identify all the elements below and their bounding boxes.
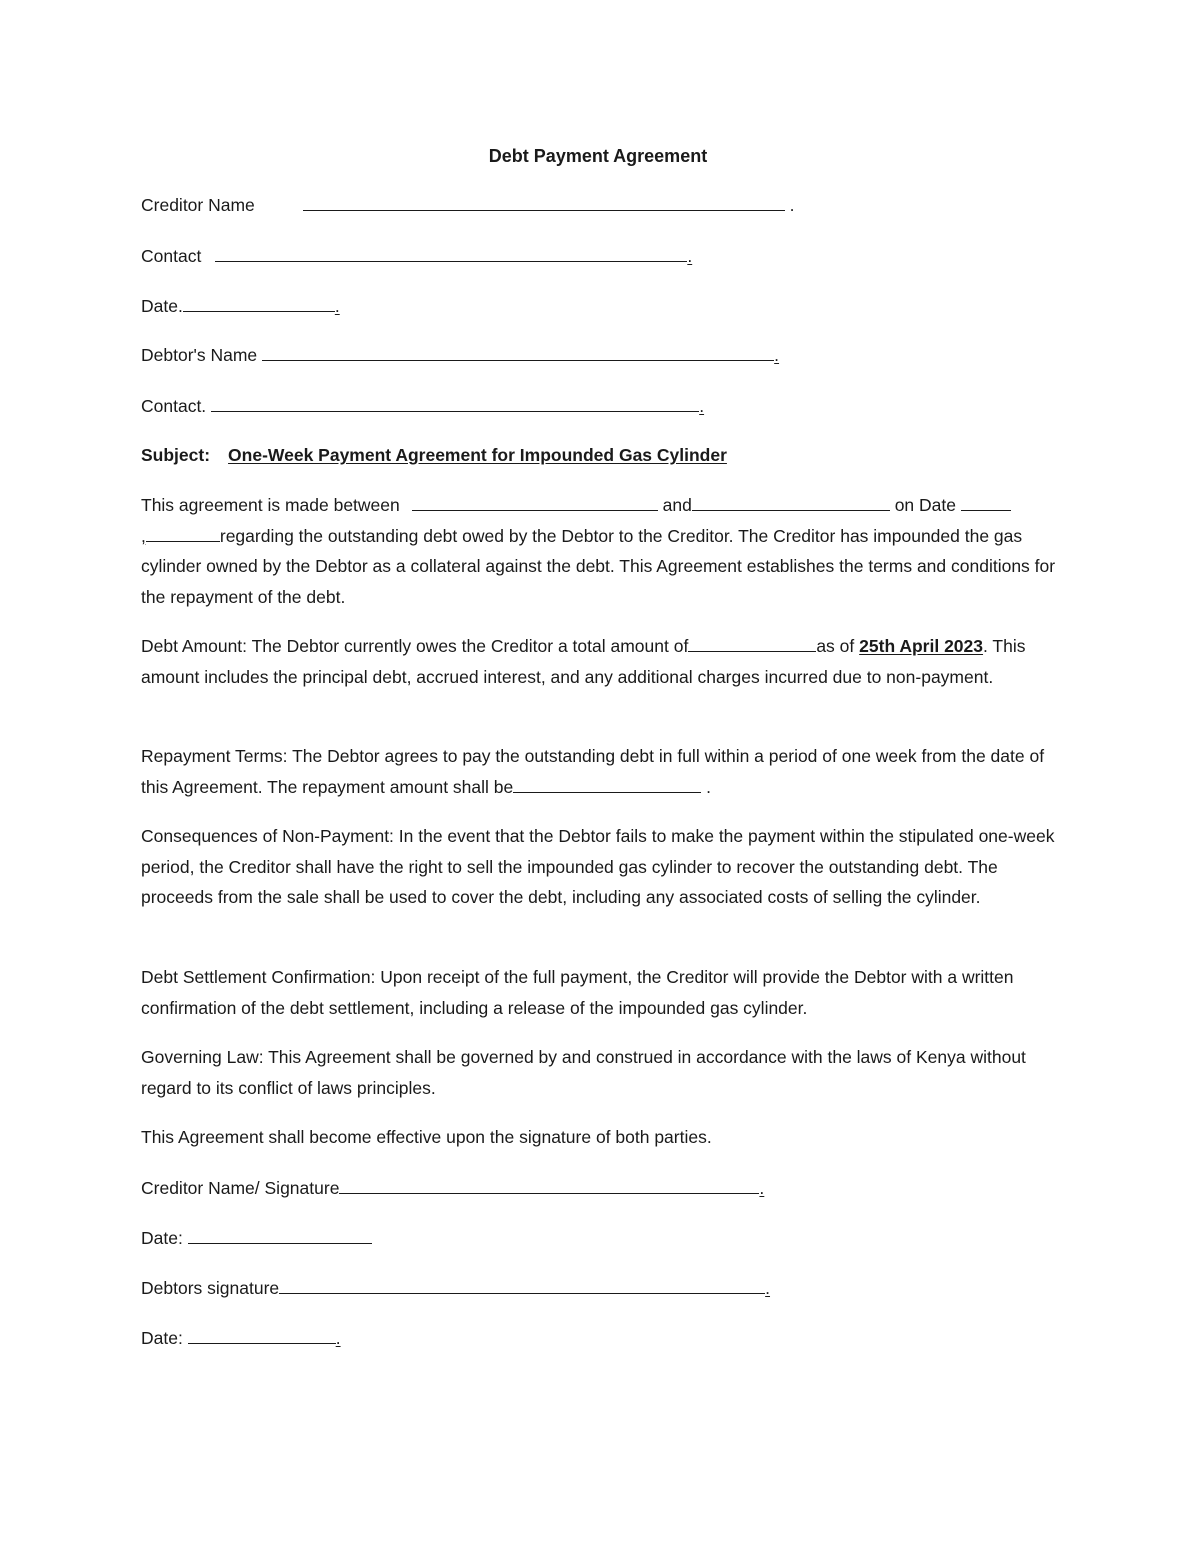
debtor-signature-blank[interactable] [279, 1276, 765, 1294]
contact-label-1: Contact [141, 246, 202, 266]
date-blank-1[interactable] [183, 294, 335, 312]
period: . [334, 296, 340, 316]
consequences-paragraph: Consequences of Non-Payment: In the event that the Debtor fails to make the payment within the stipulated one-week period, the Creditor shall have the right to sell the impounded gas cylinder to recover the outstanding debt. The proceeds from the sale shall be used to cover the debt, including any associated costs of selling the cylinder. [141, 826, 1055, 907]
debtor-signature-label: Debtors signature [141, 1278, 280, 1298]
document-title: Debt Payment Agreement [488, 146, 708, 166]
subject-row [141, 443, 727, 467]
contact-row-1 [141, 244, 692, 268]
period: . [774, 345, 780, 365]
debtors-name-blank[interactable] [262, 343, 774, 361]
subject-text: One-Week Payment Agreement for Impounded Gas Cylinder [228, 445, 727, 465]
date-label-2: Date: [141, 1228, 183, 1248]
date-year-blank[interactable] [146, 524, 220, 542]
date-label-3: Date: [141, 1328, 183, 1348]
creditor-name-blank[interactable] [303, 193, 785, 211]
contact-blank-1[interactable] [215, 244, 687, 262]
creditor-signature-row [141, 1176, 764, 1200]
debtors-name-label: Debtor's Name [141, 345, 258, 365]
period: . [699, 396, 705, 416]
party-1-blank[interactable] [412, 493, 658, 511]
period: . [765, 1278, 771, 1298]
contact-row-2 [141, 394, 704, 418]
intro-paragraph: This agreement is made between and on Date , regarding the outstanding debt owed by the Debtor to the Creditor. The Creditor has impounded the gas cylinder owned by the Debtor as a collateral against the debt. This Agreement establishes the terms and conditions for the repayment of the debt. [141, 495, 1056, 607]
debtors-name-row [141, 343, 779, 367]
contact-label-2: Contact. [141, 396, 207, 416]
subject-label: Subject: [141, 445, 211, 465]
creditor-signature-blank[interactable] [339, 1176, 759, 1194]
date-blank-3[interactable] [188, 1326, 336, 1344]
party-2-blank[interactable] [692, 493, 890, 511]
date-row-1 [141, 294, 340, 318]
period: . [335, 1328, 341, 1348]
date-row-2 [141, 1226, 372, 1250]
creditor-signature-label: Creditor Name/ Signature [141, 1178, 340, 1198]
debtor-signature-row [141, 1276, 770, 1300]
debt-amount-blank[interactable] [688, 634, 816, 652]
date-blank-2[interactable] [188, 1226, 372, 1244]
repayment-paragraph: Repayment Terms: The Debtor agrees to pay the outstanding debt in full within a period of one week from the date of this Agreement. The repayment amount shall be . [141, 746, 1045, 797]
period: . [759, 1178, 765, 1198]
effective-paragraph: This Agreement shall become effective upon the signature of both parties. [141, 1127, 712, 1147]
governing-law-paragraph: Governing Law: This Agreement shall be governed by and construed in accordance with the laws of Kenya without regard to its conflict of laws principles. [141, 1047, 1026, 1098]
repayment-amount-blank[interactable] [513, 775, 701, 793]
creditor-name-row [141, 193, 795, 217]
creditor-name-label: Creditor Name [141, 195, 255, 215]
debt-amount-paragraph: Debt Amount: The Debtor currently owes the Creditor a total amount of as of 25th April 2023. This amount includes the principal debt, accrued interest, and any additional charges incurred due to non-payment. [141, 636, 1026, 687]
debt-date: 25th April 2023 [859, 636, 984, 656]
date-row-3 [141, 1326, 341, 1350]
period: . [687, 246, 693, 266]
contact-blank-2[interactable] [211, 394, 699, 412]
period: . [789, 195, 795, 215]
settlement-paragraph: Debt Settlement Confirmation: Upon receipt of the full payment, the Creditor will provide the Debtor with a written confirmation of the debt settlement, including a release of the impounded gas cylinder. [141, 967, 1014, 1018]
date-label-1: Date. [141, 296, 183, 316]
date-day-blank[interactable] [961, 493, 1011, 511]
